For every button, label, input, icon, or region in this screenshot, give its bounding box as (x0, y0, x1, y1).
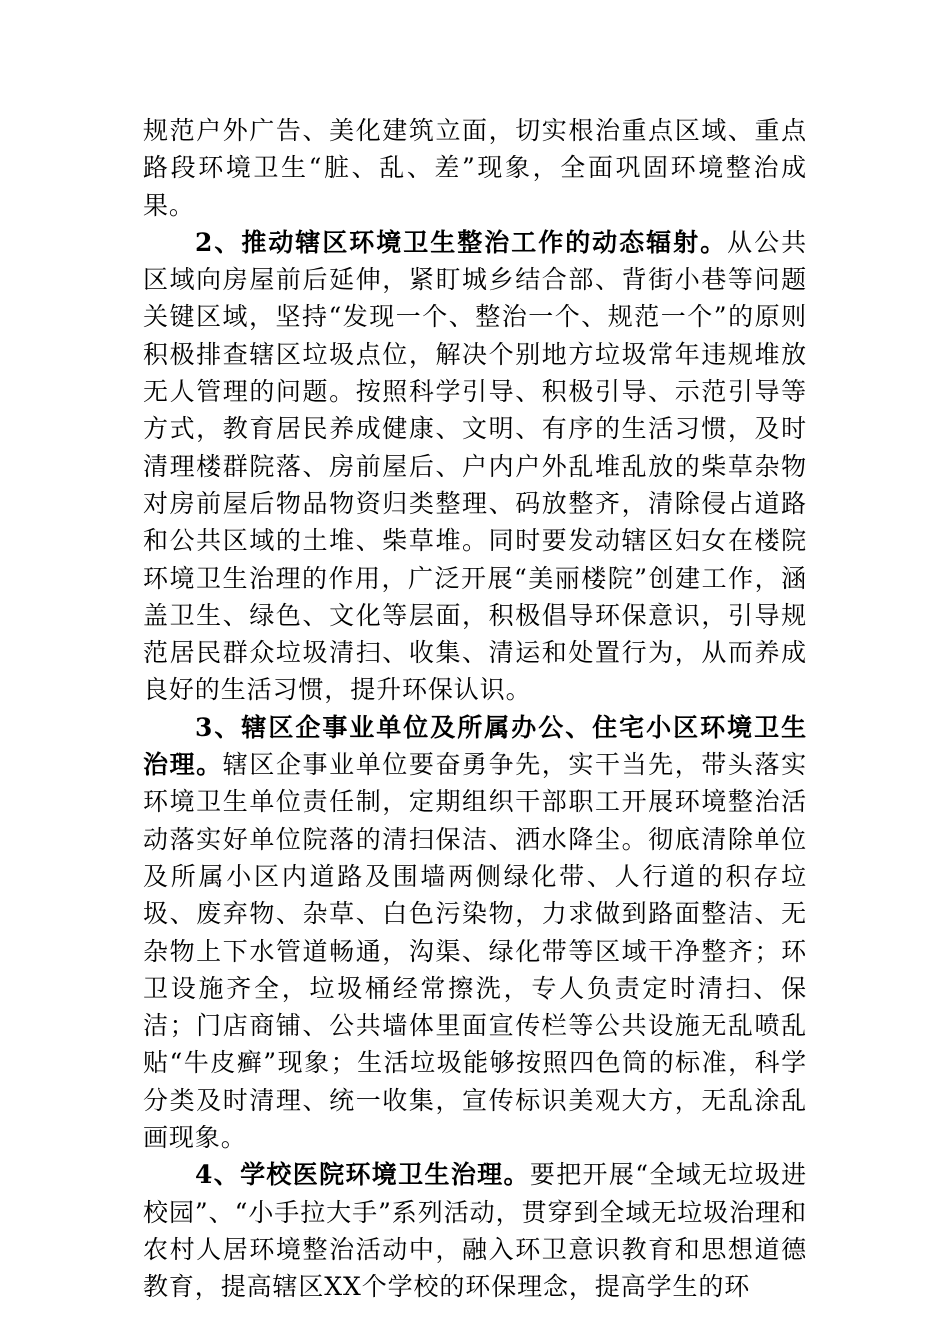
paragraph-2-heading: 2、推动辖区环境卫生整治工作的动态辐射。 (195, 227, 728, 257)
paragraph-1-text: 规范户外广告、美化建筑立面，切实根治重点区域、重点路段环境卫生“脏、乱、差”现象，全面巩固环境整治成果。 (143, 116, 807, 220)
paragraph-1 (143, 112, 807, 224)
paragraph-4-heading: 4、学校医院环境卫生治理。 (195, 1160, 530, 1190)
paragraph-4 (143, 1156, 807, 1305)
paragraph-4-text: 要把开展“全域无垃圾进校园”、“小手拉大手”系列活动，贯穿到全域无垃圾治理和农村人居环境整治活动中，融入环卫意识教育和思想道德教育，提高辖区XX个学校的环保理念，提高学生的环 (143, 1160, 807, 1302)
document-body (143, 112, 807, 1306)
paragraph-2-text: 从公共区域向房屋前后延伸，紧盯城乡结合部、背街小巷等问题关键区域，坚持“发现一个、整治一个、规范一个”的原则积极排查辖区垃圾点位，解决个别地方垃圾常年违规堆放无人管理的问题。按照科学引导、积极引导、示范引导等方式，教育居民养成健康、文明、有序的生活习惯，及时清理楼群院落、房前屋后、户内户外乱堆乱放的柴草杂物对房前屋后物品物资归类整理、码放整齐，清除侵占道路和公共区域的土堆、柴草堆。同时要发动辖区妇女在楼院环境卫生治理的作用，广泛开展“美丽楼院”创建工作，涵盖卫生、绿色、文化等层面，积极倡导环保意识，引导规范居民群众垃圾清扫、收集、清运和处置行为，从而养成良好的生活习惯，提升环保认识。 (143, 227, 807, 705)
paragraph-3-heading: 3、辖区企事业单位及所属办公、住宅小区环境卫生治理。 (143, 712, 807, 780)
paragraph-3 (143, 709, 807, 1157)
paragraph-3-text: 辖区企事业单位要奋勇争先，实干当先，带头落实环境卫生单位责任制，定期组织干部职工开展环境整治活动落实好单位院落的清扫保洁、洒水降尘。彻底清除单位及所属小区内道路及围墙两侧绿化带、人行道的积存垃圾、废弃物、杂草、白色污染物，力求做到路面整洁、无杂物上下水管道畅通，沟渠、绿化带等区域干净整齐；环卫设施齐全，垃圾桶经常擦洗，专人负责定时清扫、保洁；门店商铺、公共墙体里面宣传栏等公共设施无乱喷乱贴“牛皮癣”现象；生活垃圾能够按照四色筒的标准，科学分类及时清理、统一收集，宣传标识美观大方，无乱涂乱画现象。 (143, 750, 807, 1153)
paragraph-2 (143, 224, 807, 709)
